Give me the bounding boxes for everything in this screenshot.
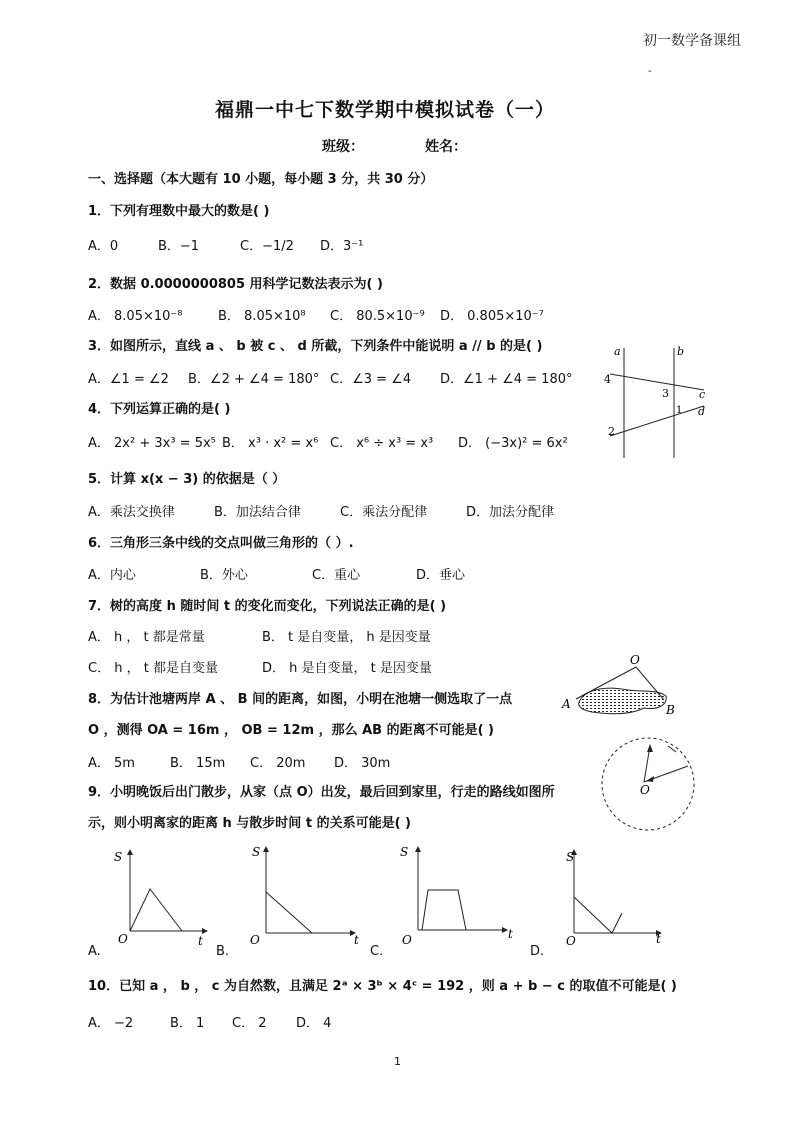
q7-option-c: C． h ， t 都是自变量 [88,661,218,676]
graph-d-t-label: t [656,932,661,945]
q5-option-c: C．乘法分配律 [340,505,428,520]
q10-option-a: A． −2 [88,1016,134,1031]
q7-option-a: A． h ， t 都是常量 [88,630,205,645]
arrow-up-icon [647,744,653,752]
q5-option-b: B．加法结合律 [214,505,301,520]
q4-option-b: B． x³ · x² = x⁶ [222,436,319,451]
q8-option-d: D． 30m [334,756,391,771]
label-c: c [699,388,706,401]
q5-option-a: A．乘法交换律 [88,505,175,520]
page-title: 福鼎一中七下数学期中模拟试卷（一） [215,99,556,121]
q7-option-b: B． t 是自变量， h 是因变量 [262,630,431,645]
question-9-stem: 9．小明晚饭后出门散步，从家（点 O）出发，最后回到家里，行走的路线如图所 [88,785,555,800]
graph-c-t-label: t [508,927,513,941]
question-8-stem-line2: O ，测得 OA = 16m ， OB = 12m ，那么 AB 的距离不可能是( ) [88,723,494,738]
q3-option-c: C．∠3 = ∠4 [330,372,412,387]
point-a-label: A [562,697,571,711]
graph-a-o-label: O [118,932,128,945]
angle-1-label: 1 [676,405,683,416]
angle-4-label: 4 [604,373,611,386]
graph-c-curve [422,890,466,930]
walk-path-figure [598,734,698,834]
graph-b-t-label: t [354,933,359,945]
question-2-stem: 2．数据 0.0000000805 用科学记数法表示为( ) [88,277,383,292]
q10-option-b: B． 1 [170,1016,205,1031]
q6-option-d: D．垂心 [416,568,466,583]
graph-c [396,840,516,945]
pond-shape [579,688,666,714]
header-mark: - [648,66,652,77]
graph-b [244,840,364,945]
q1-option-b: B．−1 [158,239,200,254]
q3-option-b: B．∠2 + ∠4 = 180° [188,372,320,387]
q8-option-b: B． 15m [170,756,226,771]
graph-a [104,845,214,945]
pond-figure [558,650,688,720]
point-o-label: O [630,653,640,667]
question-6-stem: 6．三角形三条中线的交点叫做三角形的（ ）. [88,536,354,551]
graph-c-o-label: O [402,933,412,945]
q4-option-a: A． 2x² + 3x³ = 5x⁵ [88,436,216,451]
q10-option-d: D． 4 [296,1016,332,1031]
graph-b-o-label: O [250,933,260,945]
q6-option-b: B．外心 [200,568,248,583]
question-10-stem: 10．已知 a ， b ， c 为自然数，且满足 2ᵃ × 3ᵇ × 4ᶜ = 192 ，则 a + b − c 的取值不可能是( ) [88,979,677,994]
label-d: d [698,405,706,418]
label-b: b [677,345,685,358]
name-label: 姓名： [425,139,467,155]
question-8-stem: 8．为估计池塘两岸 A 、 B 间的距离，如图，小明在池塘一侧选取了一点 [88,692,513,707]
q1-option-d: D．3⁻¹ [320,239,364,254]
q5-option-d: D．加法分配律 [466,505,555,520]
q2-option-a: A． 8.05×10⁻⁸ [88,309,183,324]
point-b-label: B [666,703,675,717]
angle-2-label: 2 [608,425,615,438]
header-group-label: 初一数学备课组 [643,33,741,49]
graph-d-s-label: S [566,850,575,864]
q3-option-a: A．∠1 = ∠2 [88,372,169,387]
q8-option-a: A． 5m [88,756,135,771]
graph-d-curve [574,897,622,933]
q9-option-a: A. [88,944,101,959]
section-heading: 一、选择题（本大题有 10 小题，每小题 3 分，共 30 分） [88,172,434,187]
q2-option-d: D． 0.805×10⁻⁷ [440,309,544,324]
q10-option-c: C． 2 [232,1016,267,1031]
question-7-stem: 7．树的高度 h 随时间 t 的变化而变化，下列说法正确的是( ) [88,599,447,614]
graph-d-o-label: O [566,934,576,945]
q8-option-c: C． 20m [250,756,306,771]
q4-option-d: D． (−3x)² = 6x² [458,436,568,451]
angle-3-label: 3 [662,387,669,400]
parallel-lines-figure [592,340,712,462]
q4-option-c: C． x⁶ ÷ x³ = x³ [330,436,434,451]
question-1-stem: 1．下列有理数中最大的数是( ) [88,204,270,219]
question-4-stem: 4．下列运算正确的是( ) [88,402,231,417]
graph-a-s-label: S [114,850,123,864]
q2-option-b: B． 8.05×10⁸ [218,309,306,324]
q6-option-a: A．内心 [88,568,136,583]
question-3-stem: 3．如图所示，直线 a 、 b 被 c 、 d 所截，下列条件中能说明 a // b 的是( ) [88,339,543,354]
q6-option-c: C．重心 [312,568,361,583]
graph-d [554,845,674,945]
q9-option-d: D. [530,944,545,959]
q1-option-a: A．0 [88,239,119,254]
page-number: 1 [394,1055,401,1068]
graph-b-curve [266,892,312,933]
q9-option-b: B. [216,944,230,959]
q2-option-c: C． 80.5×10⁻⁹ [330,309,425,324]
question-9-stem-line2: 示，则小明离家的距离 h 与散步时间 t 的关系可能是( ) [88,816,411,831]
q1-option-c: C．−1/2 [240,239,294,254]
graph-c-s-label: S [400,845,409,859]
q9-option-c: C. [370,944,384,959]
question-5-stem: 5．计算 x(x − 3) 的依据是（ ） [88,472,286,487]
arrow-home-icon [646,776,654,782]
graph-a-curve [130,889,182,931]
label-a: a [614,345,621,358]
class-label: 班级： [322,139,364,155]
graph-a-t-label: t [198,934,203,945]
q3-option-d: D．∠1 + ∠4 = 180° [440,372,573,387]
q7-option-d: D． h 是自变量， t 是因变量 [262,661,432,676]
home-o-label: O [640,783,650,797]
graph-b-s-label: S [252,845,261,859]
arc-arrow-icon [668,746,676,752]
